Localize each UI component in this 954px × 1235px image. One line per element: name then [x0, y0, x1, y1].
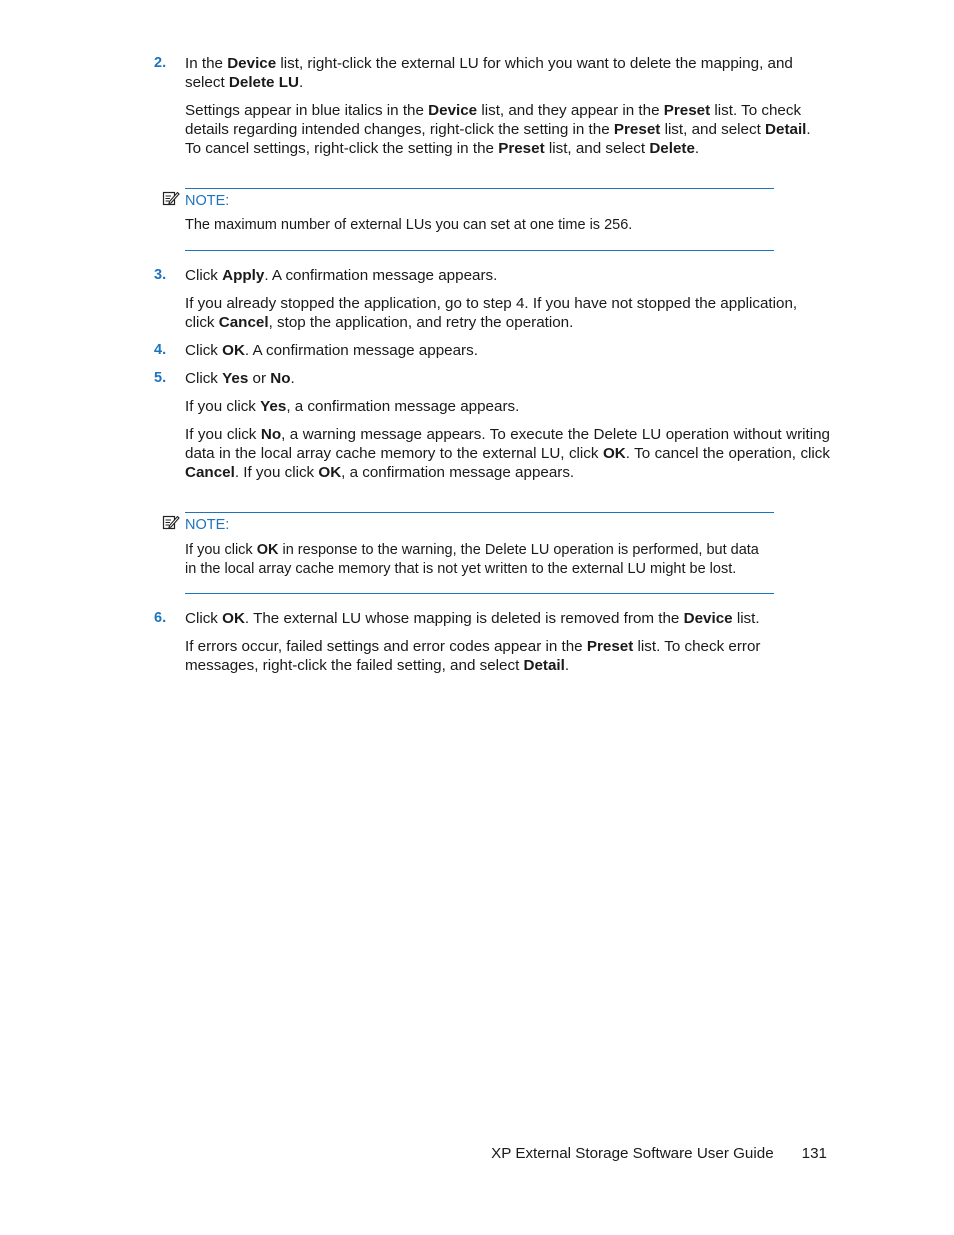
step-text: Click OK. The external LU whose mapping is deleted is removed from the Device list. [185, 610, 760, 627]
step-text: Click OK. A confirmation message appears. [185, 342, 478, 359]
step-number: 2. [154, 55, 167, 71]
note-label: NOTE: [185, 516, 230, 533]
step-number: 3. [154, 267, 167, 283]
page-footer [491, 1144, 827, 1163]
step-6-detail: If errors occur, failed settings and error codes appear in the Preset list. To check error messages, right-click the failed setting, and select Detail. [185, 638, 761, 674]
step-3-detail: If you already stopped the application, go to step 4. If you have not stopped the application, click Cancel, stop the application, and retry the operation. [185, 295, 798, 331]
step-4 [154, 341, 830, 360]
note-heading [162, 190, 229, 212]
note-heading [162, 514, 229, 536]
note-pencil-icon [162, 514, 180, 536]
step-2-detail: Settings appear in blue italics in the Device list, and they appear in the Preset list. To check details regarding intended changes, right-click the setting in the Preset list, and select Detail. To cancel settings, right-click the setting in the Preset list, and select Delete. [185, 102, 811, 157]
step-number: 6. [154, 610, 167, 626]
step-number: 4. [154, 342, 167, 358]
note-text: The maximum number of external LUs you can set at one time is 256. [185, 217, 633, 233]
step-text: Click Apply. A confirmation message appears. [185, 267, 498, 284]
step-text: Click Yes or No. [185, 370, 295, 387]
note-text: If you click OK in response to the warning, the Delete LU operation is performed, but data in the local array cache memory that is not yet written to the external LU might be lost. [185, 542, 759, 577]
note-top-rule [185, 512, 774, 513]
step-3 [154, 266, 830, 285]
step-text: In the Device list, right-click the external LU for which you want to delete the mapping, and select Delete LU. [185, 55, 793, 91]
note-bottom-rule [185, 593, 774, 594]
page-number: 131 [801, 1145, 827, 1162]
step-2 [154, 54, 830, 92]
footer-title: XP External Storage Software User Guide [491, 1145, 774, 1162]
step-number: 5. [154, 370, 167, 386]
step-5 [154, 369, 830, 388]
note-box [162, 188, 774, 252]
note-bottom-rule [185, 250, 774, 251]
note-label: NOTE: [185, 192, 230, 209]
step-5-no-detail: If you click No, a warning message appears. To execute the Delete LU operation without writing data in the local array cache memory to the external LU, click OK. To cancel the operation, click Cancel. If you click OK, a confirmation message appears. [185, 426, 830, 481]
step-6 [154, 609, 830, 628]
note-top-rule [185, 188, 774, 189]
note-pencil-icon [162, 190, 180, 212]
step-5-yes-detail: If you click Yes, a confirmation message appears. [185, 398, 520, 415]
note-box [162, 512, 774, 596]
